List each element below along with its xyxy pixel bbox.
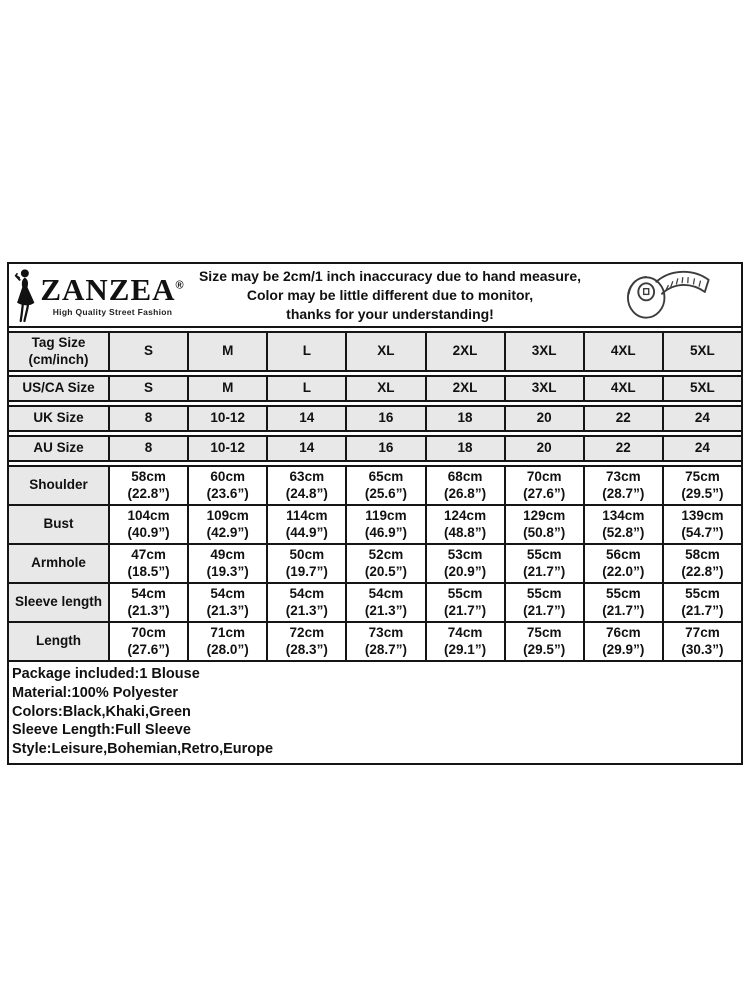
table-cell [506, 623, 585, 660]
cell-line: (19.7”) [285, 563, 328, 579]
table-cell [347, 506, 426, 543]
table-cell: XL [347, 333, 426, 370]
table-cell: 24 [664, 407, 741, 430]
product-info [9, 662, 741, 763]
table-cell: 4XL [585, 333, 664, 370]
cell-line: (40.9”) [127, 524, 170, 540]
table-cell: 20 [506, 437, 585, 460]
woman-silhouette-icon [11, 267, 37, 323]
tape-icon-area [593, 266, 741, 324]
disclaimer-line: thanks for your understanding! [286, 305, 494, 322]
cell-line: 55cm [447, 586, 483, 601]
cell-line: (21.7”) [523, 563, 566, 579]
row-label [9, 333, 110, 370]
table-cell: 2XL [427, 377, 506, 400]
brand-name [40, 271, 185, 307]
table-cell [506, 506, 585, 543]
row-label: Length [9, 623, 110, 660]
cell-line: 139cm [681, 508, 724, 523]
table-cell: 5XL [664, 333, 741, 370]
cell-line: 55cm [526, 547, 562, 562]
table-cell [664, 584, 741, 621]
cell-line: (27.6”) [523, 485, 566, 501]
table-cell: L [268, 333, 347, 370]
table-cell: M [189, 377, 268, 400]
table-cell: 14 [268, 437, 347, 460]
table-cell: 3XL [506, 377, 585, 400]
table-cell [585, 545, 664, 582]
table-row-shoulder [9, 465, 741, 504]
disclaimer-line: Color may be little different due to monitor, [246, 286, 534, 303]
table-cell [347, 467, 426, 504]
cell-line: (29.5”) [681, 485, 724, 501]
cell-line: (26.8”) [444, 485, 487, 501]
cell-line: 56cm [606, 547, 641, 562]
table-cell: 8 [110, 437, 189, 460]
row-label: Bust [9, 506, 110, 543]
table-cell: 4XL [585, 377, 664, 400]
table-cell [427, 584, 506, 621]
cell-line: (22.8”) [127, 485, 170, 501]
cell-line: 119cm [365, 508, 407, 523]
table-cell [268, 623, 347, 660]
cell-line: 54cm [289, 586, 325, 601]
row-label: Armhole [9, 545, 110, 582]
table-cell [427, 467, 506, 504]
cell-line: 53cm [447, 547, 483, 562]
cell-line: (54.7”) [681, 524, 724, 540]
cell-line: (24.8”) [285, 485, 328, 501]
table-cell [585, 584, 664, 621]
cell-line: 124cm [444, 508, 487, 523]
table-row-usca-size [9, 375, 741, 402]
cell-line: (50.8”) [523, 524, 566, 540]
cell-line: (44.9”) [285, 524, 328, 540]
cell-line: 54cm [210, 586, 245, 601]
cell-line: (28.7”) [602, 485, 645, 501]
cell-line: 104cm [127, 508, 170, 523]
cell-line: (cm/inch) [28, 351, 89, 367]
table-cell: M [189, 333, 268, 370]
cell-line: 129cm [523, 508, 566, 523]
cell-line: 74cm [447, 625, 483, 640]
product-info-line: Colors:Black,Khaki,Green [12, 703, 191, 720]
cell-line: (52.8”) [602, 524, 645, 540]
cell-line: 58cm [131, 469, 166, 484]
table-cell: 3XL [506, 333, 585, 370]
cell-line: Tag Size [31, 335, 86, 350]
table-row-tag-size [9, 331, 741, 372]
cell-line: (21.7”) [523, 602, 566, 618]
cell-line: 134cm [602, 508, 645, 523]
registered-mark: ® [175, 279, 185, 292]
table-row-au-size [9, 435, 741, 462]
cell-line: 71cm [210, 625, 245, 640]
table-cell [664, 545, 741, 582]
cell-line: 109cm [206, 508, 249, 523]
cell-line: (19.3”) [206, 563, 249, 579]
cell-line: 55cm [526, 586, 562, 601]
cell-line: 68cm [447, 469, 483, 484]
cell-line: (21.7”) [602, 602, 645, 618]
table-row-sleeve-length [9, 582, 741, 621]
cell-line: 65cm [368, 469, 404, 484]
table-cell [427, 545, 506, 582]
table-cell [189, 506, 268, 543]
size-chart-sheet [7, 262, 743, 765]
cell-line: (23.6”) [206, 485, 249, 501]
cell-line: 49cm [210, 547, 245, 562]
cell-line: (21.3”) [285, 602, 328, 618]
table-cell: 24 [664, 437, 741, 460]
table-cell: 8 [110, 407, 189, 430]
measuring-tape-icon [603, 266, 731, 324]
cell-line: (21.3”) [206, 602, 249, 618]
table-cell [585, 623, 664, 660]
table-cell: 20 [506, 407, 585, 430]
product-info-line: Style:Leisure,Bohemian,Retro,Europe [12, 741, 274, 758]
cell-line: 75cm [685, 469, 720, 484]
table-cell [506, 545, 585, 582]
cell-line: (46.9”) [364, 524, 407, 540]
brand-text-block [40, 271, 185, 317]
cell-line: 73cm [368, 625, 404, 640]
row-label: AU Size [9, 437, 110, 460]
table-row-length [9, 621, 741, 662]
table-cell: 22 [585, 437, 664, 460]
table-cell: 2XL [427, 333, 506, 370]
cell-line: 114cm [286, 508, 328, 523]
cell-line: 54cm [368, 586, 404, 601]
cell-line: (28.3”) [285, 641, 328, 657]
table-cell [189, 467, 268, 504]
cell-line: 55cm [685, 586, 720, 601]
table-cell [347, 545, 426, 582]
table-cell: S [110, 333, 189, 370]
cell-line: (29.9”) [602, 641, 645, 657]
cell-line: (18.5”) [127, 563, 170, 579]
table-cell [189, 584, 268, 621]
disclaimer-line: Size may be 2cm/1 inch inaccuracy due to hand measure, [198, 267, 582, 284]
table-cell [664, 467, 741, 504]
table-cell [268, 545, 347, 582]
cell-line: (28.0”) [206, 641, 249, 657]
disclaimer-text [187, 267, 593, 324]
cell-line: (29.1”) [444, 641, 487, 657]
cell-line: 55cm [606, 586, 641, 601]
table-cell: 16 [347, 437, 426, 460]
table-row-armhole [9, 543, 741, 582]
cell-line: 76cm [606, 625, 641, 640]
brand-logo [9, 267, 187, 323]
cell-line: (22.8”) [681, 563, 724, 579]
table-cell [585, 467, 664, 504]
table-cell [189, 545, 268, 582]
table-cell [664, 623, 741, 660]
cell-line: (25.6”) [364, 485, 407, 501]
cell-line: 60cm [210, 469, 245, 484]
table-cell [585, 506, 664, 543]
cell-line: (21.3”) [127, 602, 170, 618]
cell-line: 72cm [289, 625, 325, 640]
table-cell: S [110, 377, 189, 400]
cell-line: 58cm [685, 547, 720, 562]
cell-line: 47cm [131, 547, 166, 562]
table-cell [189, 623, 268, 660]
cell-line: (30.3”) [681, 641, 724, 657]
product-info-line: Package included:1 Blouse [12, 666, 200, 682]
row-label: UK Size [9, 407, 110, 430]
table-cell: 10-12 [189, 437, 268, 460]
table-cell [347, 584, 426, 621]
cell-line: 50cm [289, 547, 325, 562]
cell-line: (42.9”) [206, 524, 249, 540]
row-label: Shoulder [9, 467, 110, 504]
row-label: Sleeve length [9, 584, 110, 621]
table-cell [427, 506, 506, 543]
cell-line: 70cm [526, 469, 562, 484]
table-cell [347, 623, 426, 660]
table-cell: 14 [268, 407, 347, 430]
cell-line: 70cm [131, 625, 166, 640]
cell-line: (28.7”) [364, 641, 407, 657]
brand-tagline: High Quality Street Fashion [52, 306, 173, 317]
table-cell: XL [347, 377, 426, 400]
cell-line: 52cm [368, 547, 404, 562]
table-cell [268, 506, 347, 543]
table-cell [110, 467, 189, 504]
table-cell [268, 584, 347, 621]
cell-line: 75cm [526, 625, 562, 640]
table-cell: 16 [347, 407, 426, 430]
table-cell [506, 584, 585, 621]
table-cell [110, 623, 189, 660]
table-cell [110, 506, 189, 543]
cell-line: 63cm [289, 469, 325, 484]
table-cell: 5XL [664, 377, 741, 400]
cell-line: (21.7”) [444, 602, 487, 618]
cell-line: (20.5”) [364, 563, 407, 579]
cell-line: (20.9”) [444, 563, 487, 579]
cell-line: 77cm [685, 625, 720, 640]
table-cell: 18 [427, 407, 506, 430]
table-cell [664, 506, 741, 543]
cell-line: (48.8”) [444, 524, 487, 540]
product-info-line: Material:100% Polyester [12, 684, 179, 701]
product-info-line: Sleeve Length:Full Sleeve [12, 722, 191, 739]
cell-line: 54cm [131, 586, 166, 601]
table-cell: 22 [585, 407, 664, 430]
table-cell: 10-12 [189, 407, 268, 430]
table-cell [427, 623, 506, 660]
cell-line: (27.6”) [127, 641, 170, 657]
table-cell: 18 [427, 437, 506, 460]
cell-line: (29.5”) [523, 641, 566, 657]
table-cell [110, 545, 189, 582]
table-row-uk-size [9, 405, 741, 432]
header-band [9, 264, 741, 328]
table-cell: L [268, 377, 347, 400]
table-cell [506, 467, 585, 504]
cell-line: (21.3”) [364, 602, 407, 618]
table-cell [110, 584, 189, 621]
row-label: US/CA Size [9, 377, 110, 400]
brand-name-text: ZANZEA [40, 271, 176, 307]
table-cell [268, 467, 347, 504]
cell-line: (22.0”) [602, 563, 645, 579]
cell-line: (21.7”) [681, 602, 724, 618]
table-row-bust [9, 504, 741, 543]
cell-line: 73cm [606, 469, 641, 484]
